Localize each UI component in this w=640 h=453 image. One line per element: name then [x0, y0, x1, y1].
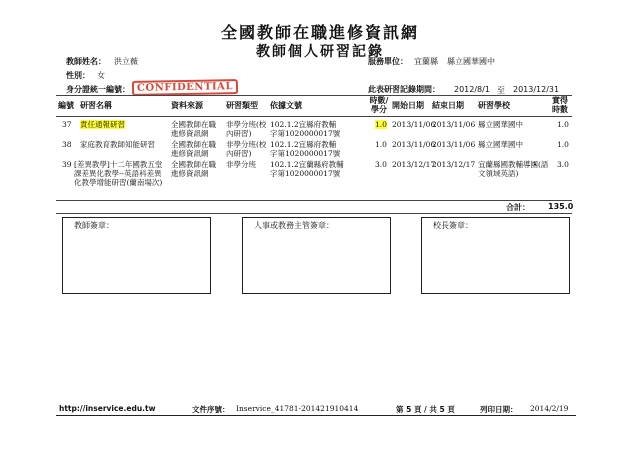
row-credit: 1.0 — [557, 140, 569, 149]
row-end: 2013/11/06 — [432, 140, 476, 149]
page-title: 全國教師在職進修資訊網 — [220, 23, 419, 42]
gender-label: 性別： — [66, 71, 90, 80]
id-label: 身分證統一編號： — [66, 85, 130, 94]
teacher-signature-label: 教師簽章： — [74, 221, 114, 230]
total-rule — [56, 200, 572, 201]
row-school: 縣立國華國中 — [478, 140, 523, 149]
row-basis: 102.1.2宜蘭縣府教輔字第1020000017號 — [270, 160, 344, 178]
row-credit: 3.0 — [557, 160, 569, 169]
col-source: 資料來源 — [171, 101, 203, 110]
row-type: 非學分班 — [226, 160, 256, 169]
hr-signature-label: 人事或教務主管簽章： — [254, 221, 334, 230]
col-type: 研習類型 — [226, 101, 258, 110]
hr-signature-box — [242, 217, 391, 294]
row-start: 2013/11/06 — [392, 120, 436, 129]
row-course: 家庭教育教師知能研習 — [80, 140, 155, 149]
row-hours: 1.0 — [375, 120, 387, 129]
col-end: 結束日期 — [432, 101, 464, 110]
row-course: [差異教學]十二年國教五堂課差異化教學--英語科差異化教學增能研習(蘭南場次) — [74, 160, 163, 187]
row-basis: 102.1.2宜縣府教輔字第1020000017號 — [270, 120, 341, 138]
row-source: 全國教師在職進修資訊網 — [171, 160, 216, 178]
doc-label: 文件序號： — [192, 405, 230, 414]
print-date: 2014/2/19 — [530, 404, 569, 413]
row-start: 2013/12/17 — [392, 160, 436, 169]
row-school: 宜蘭縣國教輔導團(語文領域英語) — [478, 160, 549, 178]
col-basis: 依據文號 — [270, 101, 302, 110]
service-school: 縣立國華國中 — [447, 57, 495, 66]
row-type: 非學分班(校內研習) — [226, 120, 267, 138]
period-end: 2013/12/31 — [513, 85, 560, 94]
page-indicator: 第 5 頁 / 共 5 頁 — [396, 405, 455, 414]
col-no: 編號 — [58, 101, 74, 110]
row-start: 2013/11/06 — [392, 140, 436, 149]
col-hours: 時數/學分 — [369, 96, 389, 114]
row-no: 38 — [62, 140, 72, 149]
gender-value: 女 — [97, 71, 105, 80]
header-rule — [56, 116, 572, 117]
doc-number: Inservice_41781-201421910414 — [236, 404, 359, 413]
footer-rule — [56, 415, 576, 416]
confidential-stamp: CONFIDENTIAL — [132, 79, 238, 96]
row-no: 39 — [62, 160, 72, 169]
footer-url[interactable]: http://inservice.edu.tw — [59, 404, 156, 413]
row-end: 2013/12/17 — [432, 160, 476, 169]
service-county: 宜蘭縣 — [414, 57, 438, 66]
row-basis: 102.1.2宜縣府教輔字第1020000017號 — [270, 140, 341, 158]
period-start: 2012/8/1 — [454, 85, 490, 94]
col-school: 研習學校 — [478, 101, 510, 110]
col-credit: 實得時數 — [552, 96, 568, 114]
total-label: 合計： — [506, 203, 530, 212]
row-school: 縣立國華國中 — [478, 120, 523, 129]
row-credit: 1.0 — [557, 120, 569, 129]
table-top-rule — [56, 95, 572, 96]
teacher-signature-box — [62, 217, 211, 294]
row-hours: 1.0 — [375, 140, 387, 149]
row-no: 37 — [62, 120, 72, 129]
period-label: 此表研習記錄期間： — [368, 85, 440, 94]
row-type: 非學分班(校內研習) — [226, 140, 267, 158]
principal-signature-box — [421, 217, 570, 294]
service-label: 服務單位： — [368, 57, 408, 66]
col-course: 研習名稱 — [80, 101, 112, 110]
principal-signature-label: 校長簽章： — [433, 221, 473, 230]
print-date-label: 列印日期： — [480, 405, 518, 414]
period-to: 至 — [497, 86, 505, 95]
teacher-name-label: 教師姓名： — [66, 57, 106, 66]
total-value: 135.0 — [548, 202, 574, 211]
row-hours: 3.0 — [375, 160, 387, 169]
row-course: 責任通報研習 — [80, 120, 125, 129]
row-source: 全國教師在職進修資訊網 — [171, 120, 216, 138]
teacher-name: 洪立薇 — [114, 57, 138, 66]
row-source: 全國教師在職進修資訊網 — [171, 140, 216, 158]
row-end: 2013/11/06 — [432, 120, 476, 129]
col-start: 開始日期 — [392, 101, 424, 110]
total-bottom-rule — [56, 213, 572, 214]
page-subtitle: 教師個人研習記錄 — [256, 44, 384, 60]
